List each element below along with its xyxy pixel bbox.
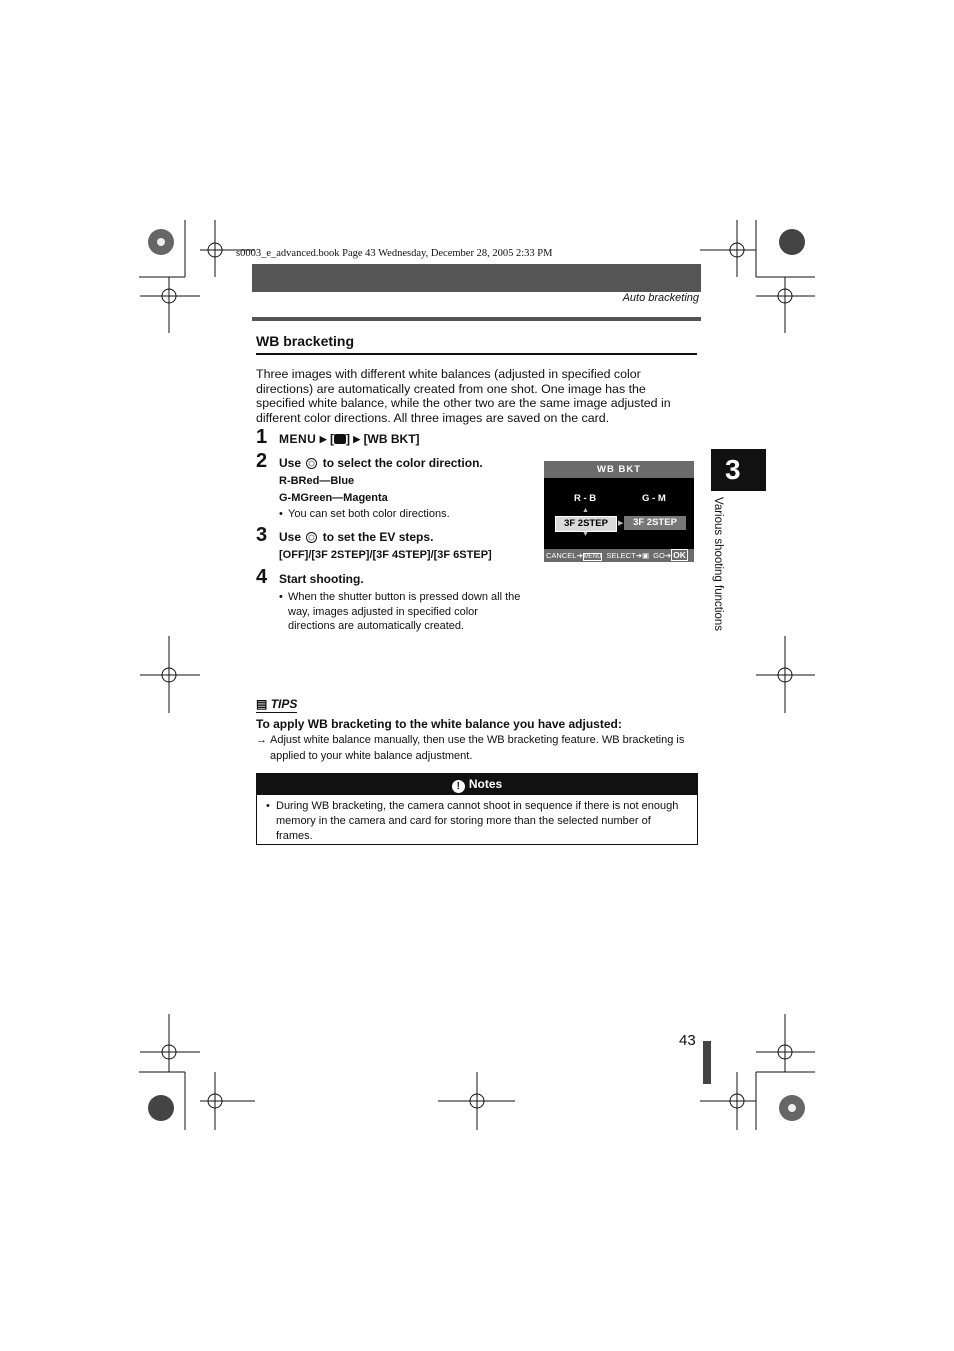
up-arrow-icon: ▲ <box>582 507 589 514</box>
step-3-number: 3 <box>256 524 268 546</box>
tips-title: ▤ TIPS <box>256 697 298 711</box>
arrow-right-icon: ➔ <box>576 551 583 560</box>
arrow-right-icon: ➔ <box>664 551 672 560</box>
rb-definition: R-BRed—Blue <box>279 475 355 487</box>
arrow-right-icon: → <box>256 734 267 746</box>
screen-col-rb: R - B <box>574 493 597 504</box>
step-4-bullet: • When the shutter button is pressed down all the way, images adjusted in specified color directions are automatically created. <box>279 591 521 633</box>
step-2-bullet: • You can set both color directions. <box>279 508 450 520</box>
notes-box <box>256 773 698 845</box>
bracket-open: [ <box>329 432 334 446</box>
screen-value-rb: 3F 2STEP <box>555 516 617 532</box>
down-arrow-icon: ▼ <box>582 531 589 538</box>
arrow-right-icon: ➔ <box>635 551 642 560</box>
arrow-pad-icon: ▣ <box>641 551 650 560</box>
header-rule <box>252 317 701 321</box>
exclamation-icon: ! <box>452 780 465 793</box>
step-1-number: 1 <box>256 426 268 448</box>
menu-button-label: MENU <box>279 432 317 446</box>
arrow-right-icon: ▶ <box>319 434 327 444</box>
tips-heading: To apply WB bracketing to the white balance you have adjusted: <box>256 717 622 731</box>
camera-screen <box>544 461 694 562</box>
page-number: 43 <box>679 1032 696 1049</box>
gm-definition: G-MGreen—Magenta <box>279 492 388 504</box>
step-2-number: 2 <box>256 450 268 472</box>
section-rule <box>256 353 697 355</box>
screen-col-gm: G - M <box>642 493 666 504</box>
tips-body: → Adjust white balance manually, then use the WB bracketing feature. WB bracketing is applied to your white balance adjustment. <box>256 734 685 762</box>
step-4-text: Start shooting. <box>279 572 364 586</box>
arrow-pad-icon <box>306 532 317 543</box>
screen-footer: CANCEL➔MENU SELECT➔▣ GO➔ OK <box>544 549 694 562</box>
ev-step-options: [OFF]/[3F 2STEP]/[3F 4STEP]/[3F 6STEP] <box>279 549 492 561</box>
section-title: WB bracketing <box>256 333 355 349</box>
header-title: Auto bracketing <box>622 292 699 304</box>
page-edge-bar <box>703 1041 711 1084</box>
wb-bkt-label: [WB BKT] <box>363 432 420 446</box>
notepad-icon: ▤ <box>256 697 268 711</box>
header-bar <box>252 264 701 292</box>
step-2-text: Use to select the color direction. <box>279 456 483 470</box>
step-3-text: Use to set the EV steps. <box>279 530 434 544</box>
arrow-pad-icon <box>306 458 317 469</box>
arrow-right-icon: ▶ <box>353 434 361 444</box>
notes-bullet: • During WB bracketing, the camera cannot shoot in sequence if there is not enough memory in the camera and card for storing more than the selected number of frames. <box>266 800 679 842</box>
chapter-tab: 3 <box>711 449 766 491</box>
print-info: s0003_e_advanced.book Page 43 Wednesday, December 28, 2005 2:33 PM <box>236 248 553 259</box>
bracket-close: ] <box>345 432 350 446</box>
notes-header: ! Notes <box>257 774 697 795</box>
step-1-text <box>279 432 420 446</box>
step-4-number: 4 <box>256 566 268 588</box>
right-arrow-icon: ▶ <box>618 520 624 527</box>
camera-2-icon <box>334 434 346 444</box>
chapter-side-label: Various shooting functions <box>712 497 724 632</box>
screen-value-gm: 3F 2STEP <box>624 516 686 530</box>
screen-title: WB BKT <box>544 461 694 478</box>
intro-paragraph: Three images with different white balances (adjusted in specified color directions) are automatically created from one shot. One image has the specified white balance, while the other two are the same image adjusted in different color directions. All three images are saved on the card. <box>256 367 671 425</box>
